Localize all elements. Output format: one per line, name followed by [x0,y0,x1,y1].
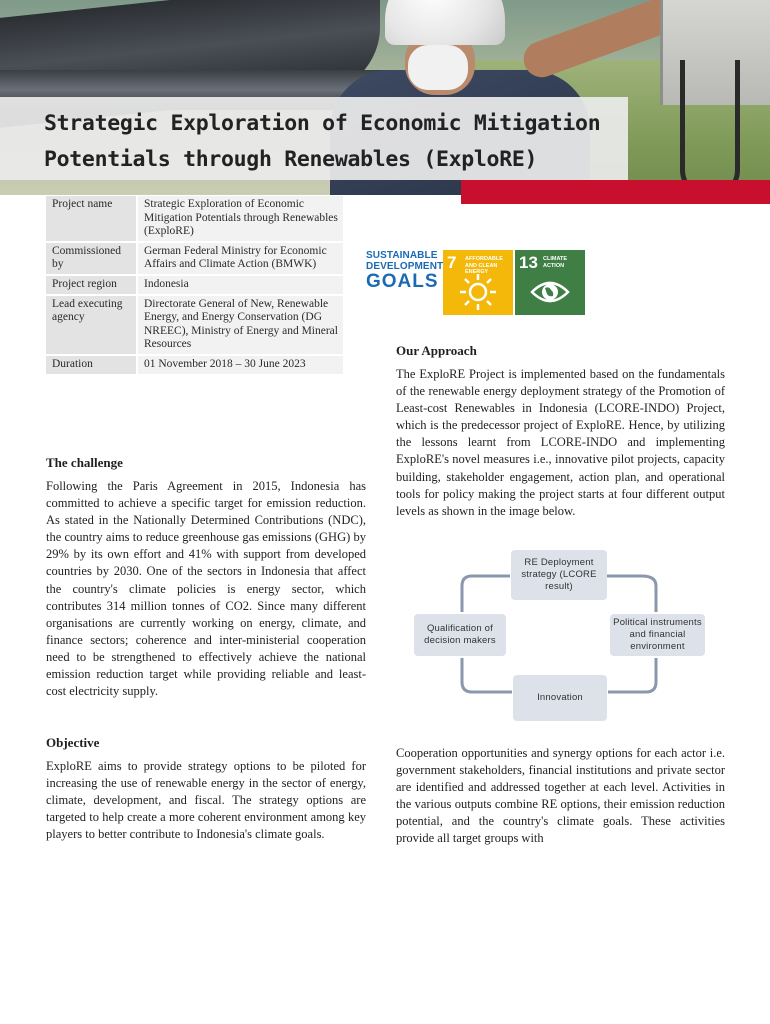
worker-helmet [385,0,505,45]
info-key: Project region [46,276,136,294]
info-row [46,356,343,374]
info-row [46,196,343,241]
diagram-node-top: RE Deployment strategy (LCORE result) [511,550,607,600]
worker-mask [408,45,468,90]
sdg-goal-13-label: CLIMATE ACTION [543,256,568,269]
sdg-logo-line-3: GOALS [366,271,439,292]
info-row [46,276,343,294]
sdg-logo-line-1: SUSTAINABLE [366,250,438,261]
sdg-logo-line-2: DEVELOPMENT [366,261,444,272]
earth-eye-icon [529,272,571,312]
sdg-goal-7-number: 7 [447,253,457,272]
cooperation-text: Cooperation opportunities and synergy options for each actor i.e. government stakeholders, financial institutions and private sector are identified and addressed together at each level. Activities in the various outputs combine RE options, their emission reduction potential, and the country's climate goals. These activities provide all target groups with [396,746,725,846]
info-key: Commissioned by [46,243,136,274]
project-info-table [46,196,343,376]
output-levels-diagram [410,548,710,723]
info-value: Directorate General of New, Renewable Energy, and Energy Conservation (DG NREEC), Ministry of Energy and Mineral Resources [138,296,343,354]
sdg-goal-7-tile [443,250,513,315]
sdg-goal-13-tile [515,250,585,315]
challenge-heading: The challenge [46,455,123,470]
diagram-node-bottom: Innovation [513,675,607,721]
info-value: Indonesia [138,276,343,294]
sdg-goal-7-label: AFFORDABLE AND CLEAN ENERGY [465,256,503,275]
cable-shape [680,60,740,195]
title-line-1: Strategic Exploration of Economic Mitigation [44,111,601,136]
objective-text: ExploRE aims to provide strategy options to be piloted for increasing the use of renewable energy in the sector of energy, climate, development, and fiscal. The strategy options are targeted to help create a more coherent environment among key players to better contribute to Indonesia's climate goals. [46,759,366,842]
approach-text: The ExploRE Project is implemented based on the fundamentals of the renewable energy deployment strategy of the Promotion of Least-cost Renewables in Indonesia (LCORE-INDO) Project, which is the predecessor project of ExploRE. Hence, by utilizing the lessons learnt from LCORE-INDO and implementing ExploRE's novel measures i.e., innovative pilot projects, capacity building, stakeholder engagement, action plan, and operational tools for policy making the project starts at four different output levels as shown in the image below. [396,367,725,518]
sdg-logo [366,250,444,292]
sdg-goal-13-number: 13 [519,253,538,272]
info-value: Strategic Exploration of Economic Mitigation Potentials through Renewables (ExploRE) [138,196,343,241]
challenge-text: Following the Paris Agreement in 2015, Indonesia has committed to achieve a specific target for emission reduction. As stated in the Nationally Determined Contributions (NDC), the country aims to reduce greenhouse gas emissions (GHG) by 29% by its own effort and 41% with support from developed countries by 2030. One of the sectors in Indonesia that affect the country's climate policies is energy sector, which contributes 314 million tonnes of CO2. Since many different organisations are currently working on energy, climate, and finance sectors; coherence and inter-ministerial cooperation need to be strengthened to effectively achieve the national emission reduction target while providing reliable and least-cost electricity supply. [46,479,366,699]
info-row [46,296,343,354]
accent-red-bar [461,180,770,204]
page-title [44,106,624,178]
info-value: 01 November 2018 – 30 June 2023 [138,356,343,374]
info-key: Lead executing agency [46,296,136,354]
info-key: Project name [46,196,136,241]
info-key: Duration [46,356,136,374]
diagram-node-right: Political instruments and financial environment [610,614,705,656]
diagram-node-left: Qualification of decision makers [414,614,506,656]
objective-heading: Objective [46,735,100,750]
approach-heading: Our Approach [396,343,477,358]
info-row [46,243,343,274]
title-line-2: Potentials through Renewables (ExploRE) [44,147,538,172]
info-value: German Federal Ministry for Economic Affairs and Climate Action (BMWK) [138,243,343,274]
sun-power-icon [457,272,499,312]
